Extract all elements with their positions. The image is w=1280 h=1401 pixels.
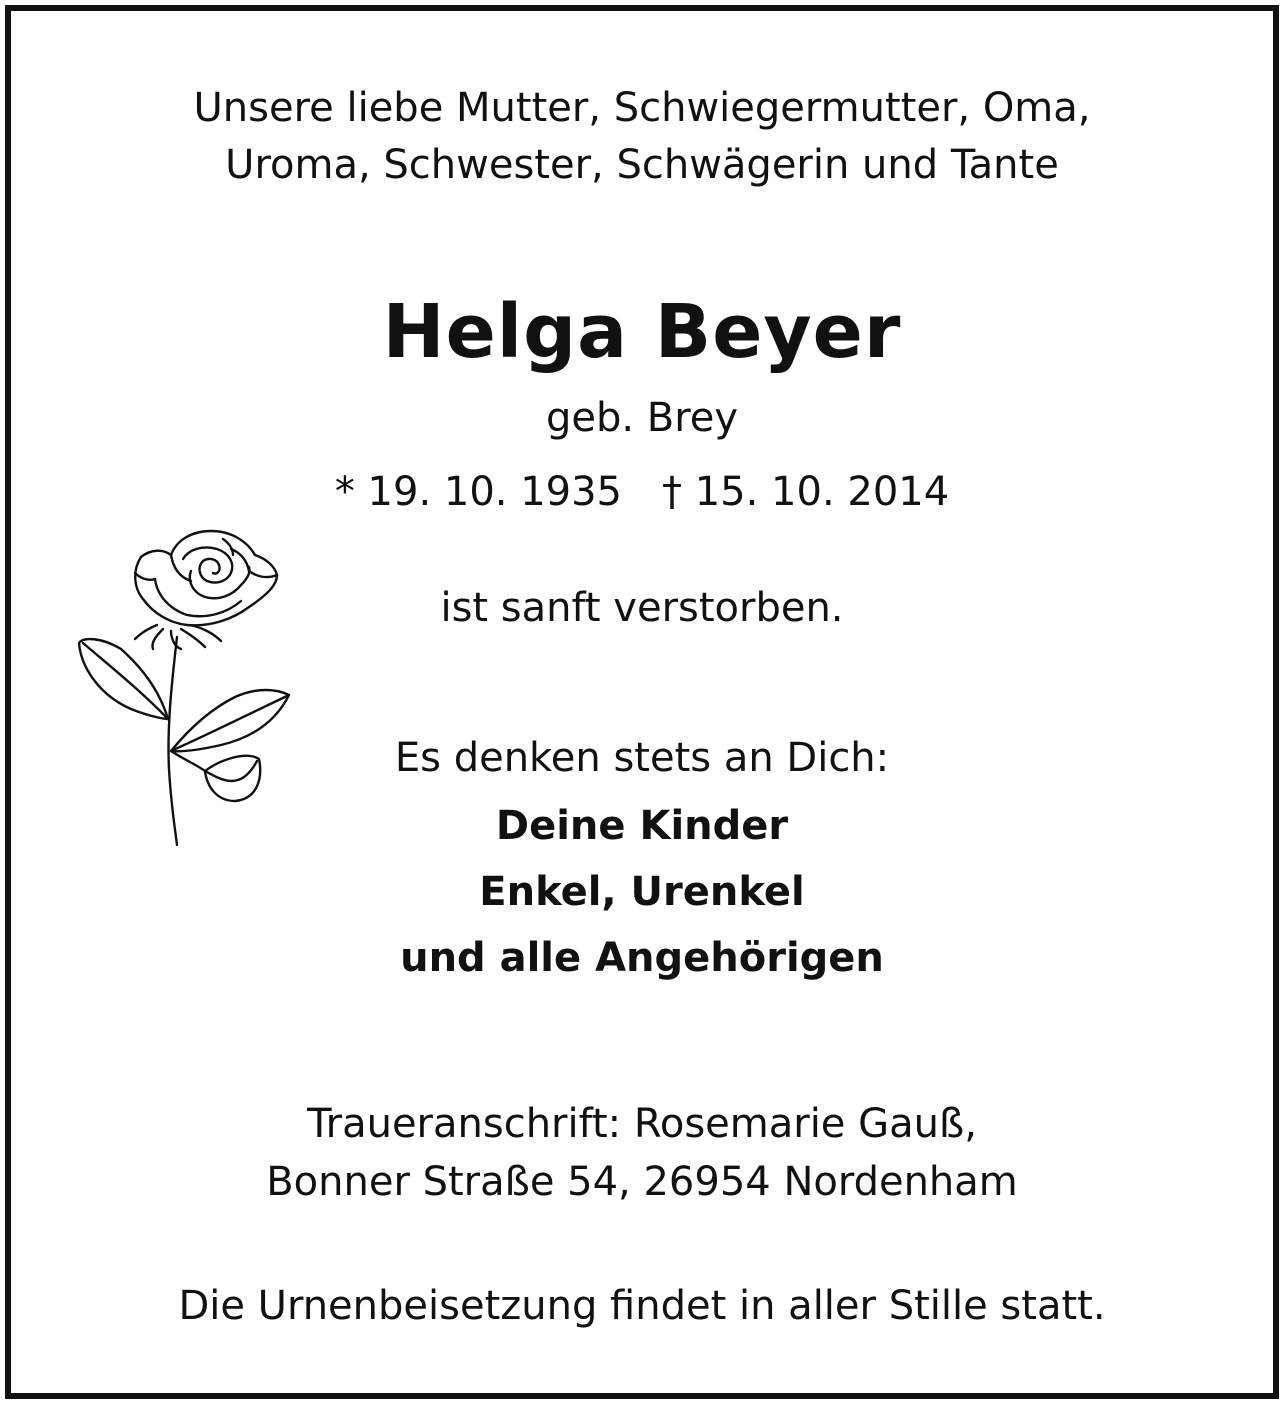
obituary-notice (5, 5, 1279, 1399)
intro-line-2: Uroma, Schwester, Schwägerin und Tante (225, 142, 1059, 188)
death-date: † 15. 10. 2014 (662, 469, 950, 515)
birth-date: * 19. 10. 1935 (334, 469, 622, 515)
address-line-2: Bonner Straße 54, 26954 Nordenham (266, 1159, 1018, 1205)
mourner-line-2: Enkel, Urenkel (479, 869, 805, 915)
mourner-line-1: Deine Kinder (495, 803, 789, 849)
passing-text: ist sanft verstorben. (440, 585, 844, 631)
life-dates (11, 469, 1273, 515)
closing-note: Die Urnenbeisetzung findet in aller Stille statt. (178, 1283, 1106, 1329)
maiden-name: geb. Brey (545, 395, 739, 441)
remembrance-intro: Es denken stets an Dich: (394, 735, 890, 781)
mourner-line-3: und alle Angehörigen (400, 935, 884, 981)
intro-line-1: Unsere liebe Mutter, Schwiegermutter, Oma, (193, 85, 1091, 131)
address-line-1: Traueranschrift: Rosemarie Gauß, (307, 1101, 977, 1147)
deceased-name: Helga Beyer (382, 289, 902, 375)
